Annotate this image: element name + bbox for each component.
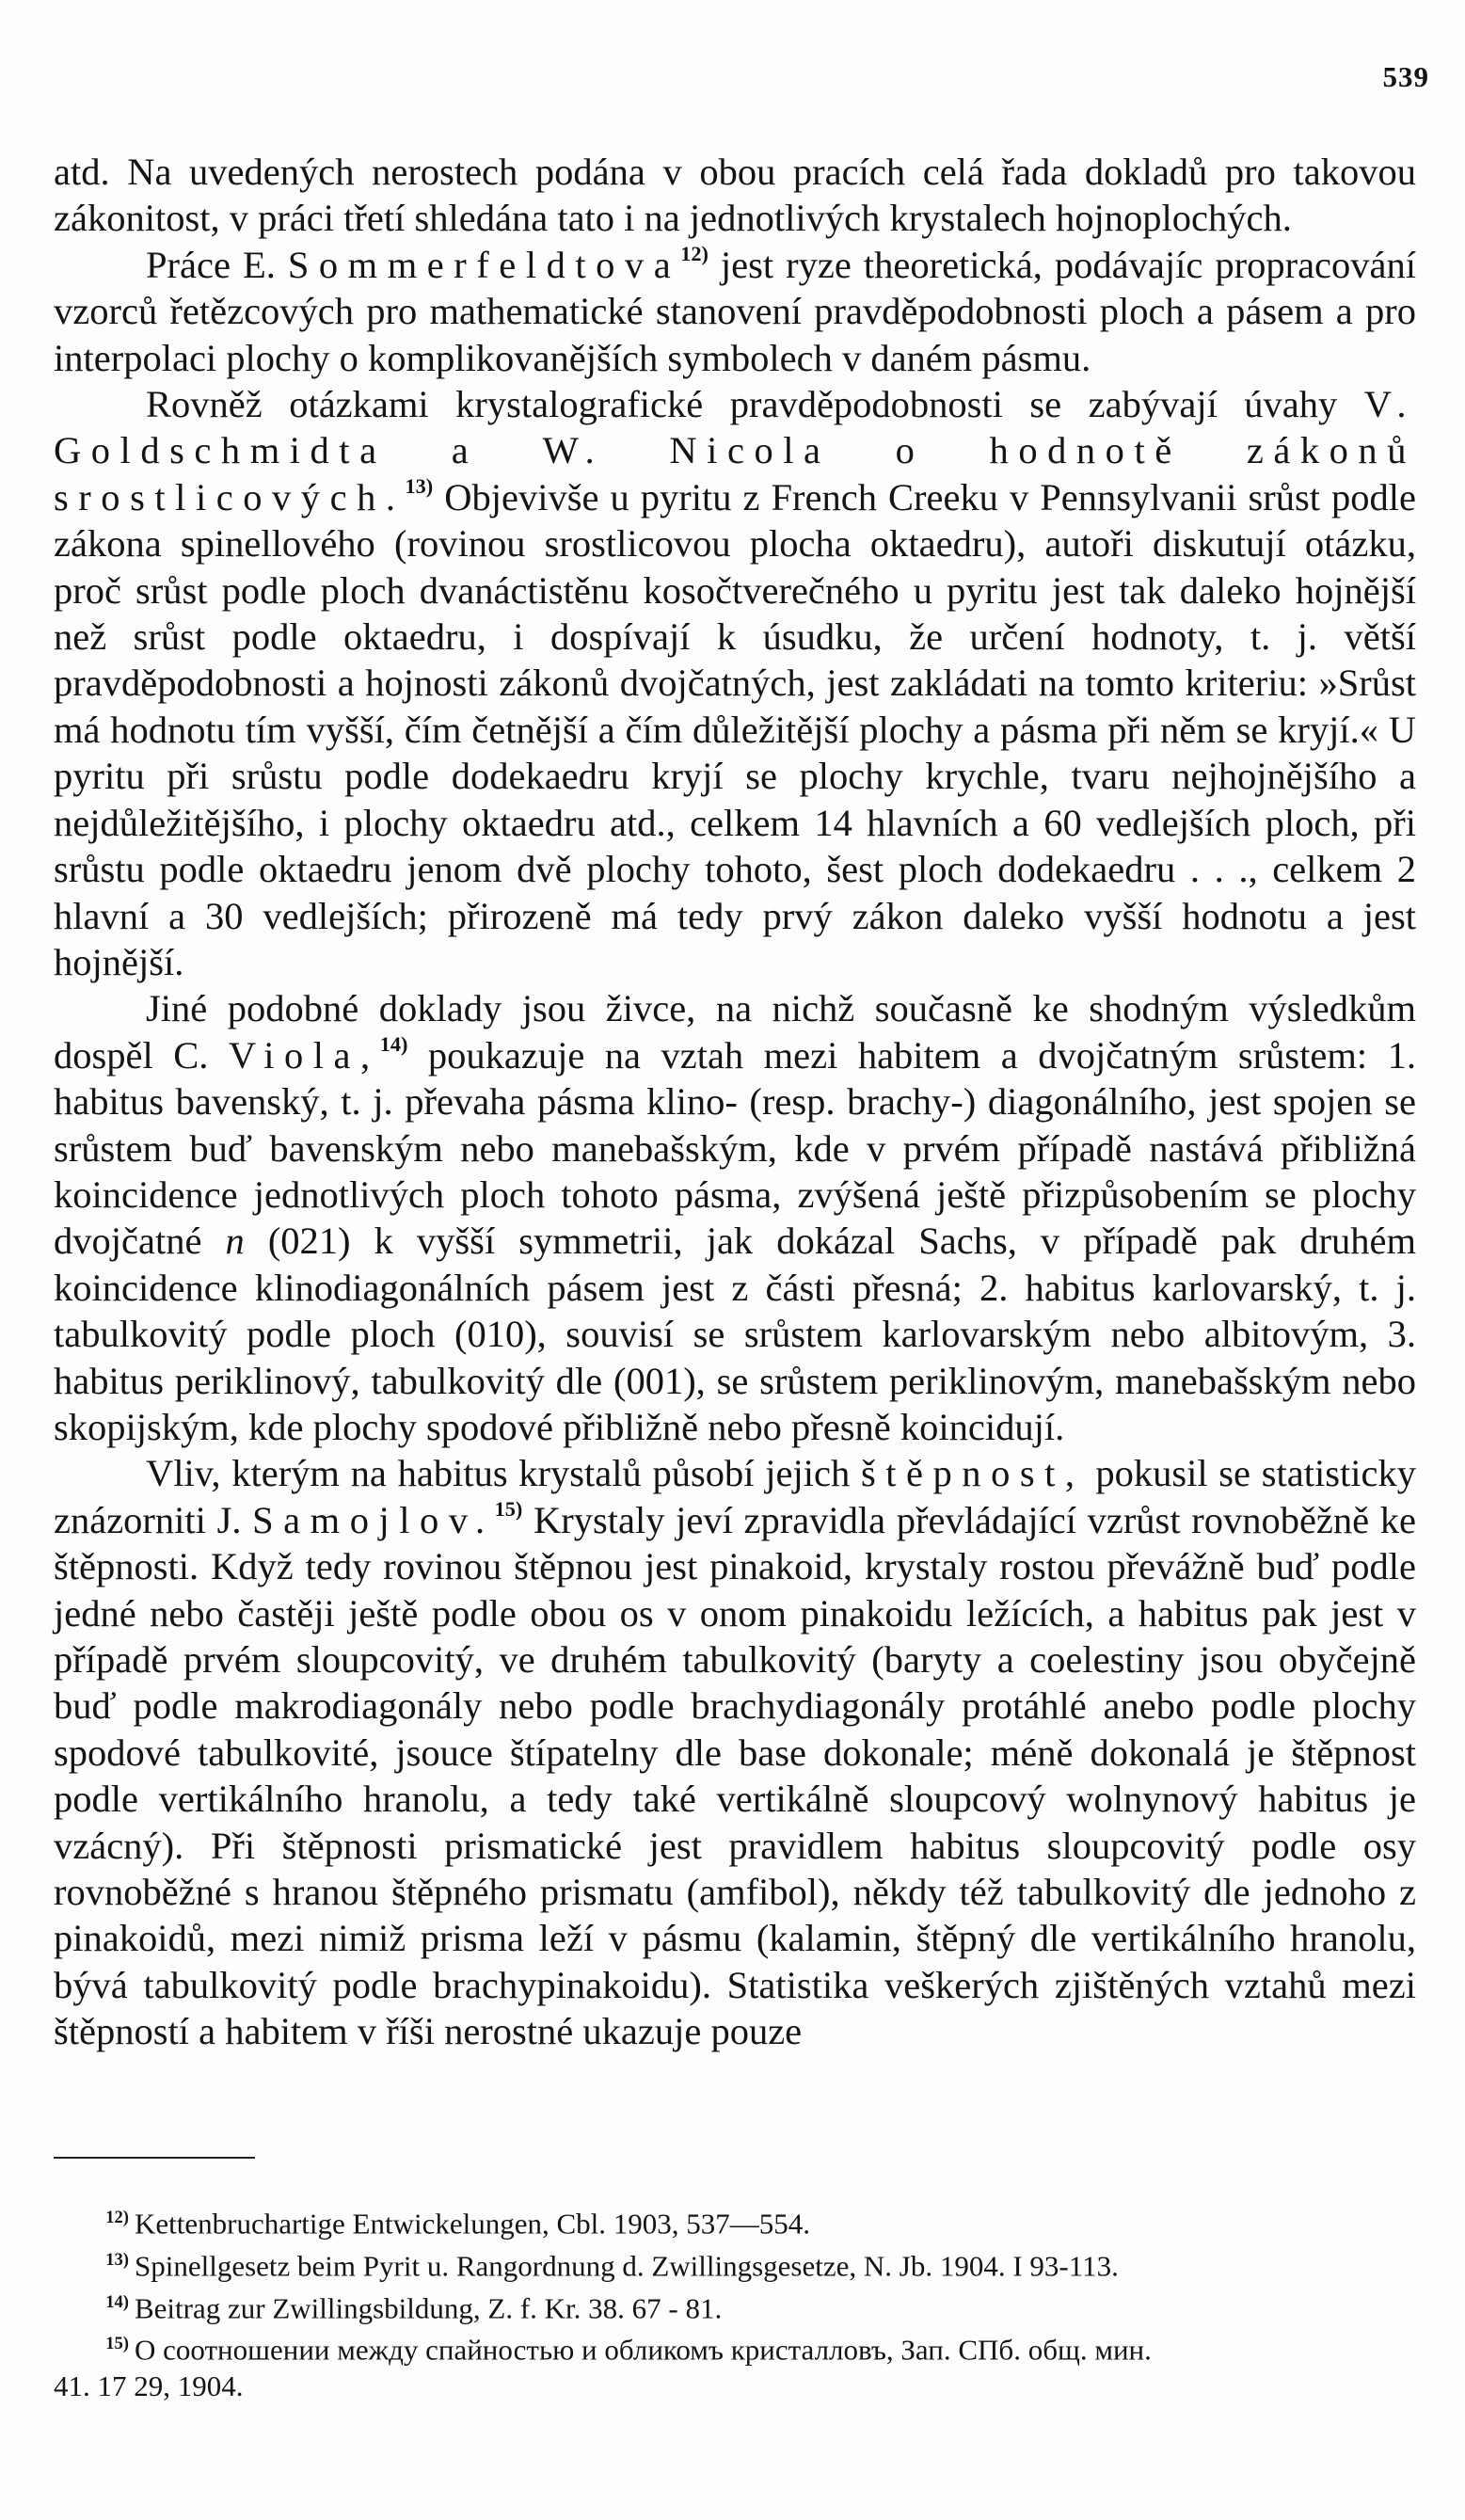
footnote-reference: 12) <box>680 242 709 265</box>
footnote-text: Spinellgesetz beim Pyrit u. Rangordnung d. Zwillingsgesetze, N. Jb. 1904. I 93-113. <box>135 2249 1119 2283</box>
paragraph <box>54 985 1416 1450</box>
footnote <box>54 2368 1416 2405</box>
spaced-name: Sommerfeldtova <box>287 243 681 286</box>
footnote-number: 13) <box>105 2249 129 2270</box>
text-run: Krystaly jeví zpravidla převládající vzrůst rovnoběžně ke štěpnosti. Když tedy rovinou štěpnou jest pinakoid, krystaly rostou převážně buď podle jedné nebo častěji ještě podle obou os v onom pinakoidu ležících, a habitus pak jest v případě prvém sloupcovitý, ve druhém tabulkovitý (baryty a coelestiny jsou obyčejně buď podle makrodiagonály nebo podle brachydiagonály protáhlé anebo podle plochy spodové tabulkovité, jsouce štípatelny dle base dokonale; méně dokonalá je štěpnost podle vertikálního hranolu, a tedy také vertikálně sloupcový wolnynový habitus je vzácný). Při štěpnosti prismatické jest pravidlem habitus sloupcovitý podle osy rovnoběžné s hranou štěpného prismatu (amfibol), někdy též tabulkovitý dle jednoho z pinakoidů, mezi nimiž prisma leží v pásmu (kalamin, štěpný dle vertikálního hranolu, bývá tabulkovitý podle brachypinakoidu). Statistika veškerých zjištěných vztahů mezi štěpností a habitem v říši nerostné ukazuje pouze <box>54 1498 1417 2053</box>
text-run: Vliv, kterým na habitus krystalů působí jejich <box>146 1452 861 1495</box>
footnote <box>54 2200 1416 2242</box>
text-run: (021) k vyšší symmetrii, jak dokázal Sachs, v případě pak druhém koincidence klinodiagonálních pásem jest z části přesná; 2. habitus karlovarský, t. j. tabulkovitý podle ploch (010), souvisí se srůstem karlovarským nebo albitovým, 3. habitus periklinový, tabulkovitý dle (001), se srůstem periklinovým, manebašským nebo skopijským, kde plochy spodové přibližně nebo přesně koincidují. <box>54 1220 1416 1448</box>
footnote-number: 14) <box>105 2291 129 2312</box>
footnote <box>54 2242 1416 2285</box>
footnote-text: Kettenbruchartige Entwickelungen, Cbl. 1903, 537—554. <box>135 2207 811 2241</box>
spaced-name: Samojlov. <box>252 1498 495 1541</box>
text-run: Práce E. <box>146 243 288 286</box>
spaced-name: štěpnost, <box>860 1452 1085 1495</box>
footnote-number: 15) <box>105 2334 129 2354</box>
text-run: Rovněž otázkami krystalografické pravděpodobnosti se zabývají úvahy <box>146 383 1364 426</box>
paragraph <box>54 1450 1416 2054</box>
footnote-reference: 15) <box>494 1496 523 1521</box>
text-run: poukazuje na vztah mezi habitem a dvojčatným srůstem: 1. habitus bavenský, t. j. převaha pásma klino- (resp. brachy-) diagonálního, jest spojen se srůstem buď bavenským nebo manebašským, kde v prvém případě nastává přibližná koincidence jednotlivých ploch tohoto pásma, zvýšená ještě přizpůsobením se plochy dvojčatné <box>54 1033 1416 1263</box>
paragraph <box>54 242 1416 381</box>
spaced-name: Viola, <box>228 1033 380 1077</box>
italic-text: n <box>225 1220 245 1263</box>
footnote-text: Beitrag zur Zwillingsbildung, Z. f. Kr. 38. 67 - 81. <box>135 2290 723 2324</box>
footnote-number: 12) <box>105 2208 129 2227</box>
text-run: atd. Na uvedených nerostech podána v obou pracích celá řada dokladů pro takovou zákonitost, v práci třetí shledána tato i na jednotlivých krystalech hojnoplochých. <box>54 151 1416 240</box>
footnote-text: О соотношении между спайностью и обликомъ кристалловъ, Зап. СПб. общ. мин. <box>135 2333 1152 2367</box>
paragraph <box>54 381 1416 985</box>
text-run: Objevivše u pyritu z French Creeku v Pennsylvanii srůst podle zákona spinellového (rovinou srostlicovou plocha oktaedru), autoři diskutují otázku, proč srůst podle ploch dvanáctistěnu kosočtverečného u pyritu jest tak daleko hojnější než srůst podle oktaedru, i dospívají k úsudku, že určení hodnoty, t. j. větší pravděpodobnosti a hojnosti zákonů dvojčatných, jest zakládati na tomto kriteriu: »Srůst má hodnotu tím vyšší, čím četnější a čím důležitější plochy a pásma při něm se kryjí.« U pyritu při srůstu podle dodekaedru kryjí se plochy krychle, tvaru nejhojnějšího a nejdůležitějšího, i plochy oktaedru atd., celkem 14 hlavních a 60 vedlejších ploch, při srůstu podle oktaedru jenom dvě plochy tohoto, šest ploch dodekaedru . . ., celkem 2 hlavní a 30 vedlejších; přirozeně má tedy prvý zákon daleko vyšší hodnotu a jest hojnější. <box>54 475 1416 983</box>
footnote-reference: 14) <box>379 1031 408 1056</box>
text-run: pokusil se statisticky znázorniti J. <box>54 1452 1416 1541</box>
body-text <box>54 149 1416 2055</box>
text-run: Jiné podobné doklady jsou živce, na nichž současně ke shodným výsledkům dospěl C. <box>54 987 1416 1077</box>
footnote <box>54 2285 1416 2327</box>
footnote-text: 41. 17 29, 1904. <box>54 2369 244 2403</box>
text-run: jest ryze theoretická, podávajíc propracování vzorců řetězcových pro mathematické stanovení pravděpodobnosti ploch a pásem a pro interpolaci plochy o komplikovanějších symbolech v daném pásmu. <box>54 243 1416 379</box>
footnote-rule <box>54 2157 255 2159</box>
footnotes <box>54 2200 1416 2405</box>
page-number: 539 <box>1382 60 1429 93</box>
footnote <box>54 2326 1416 2368</box>
spaced-name: V. Goldschmidta a W. Nicola o hodnotě zákonů srostlicových. <box>54 383 1416 518</box>
paragraph <box>54 149 1416 242</box>
footnote-reference: 13) <box>405 474 434 499</box>
